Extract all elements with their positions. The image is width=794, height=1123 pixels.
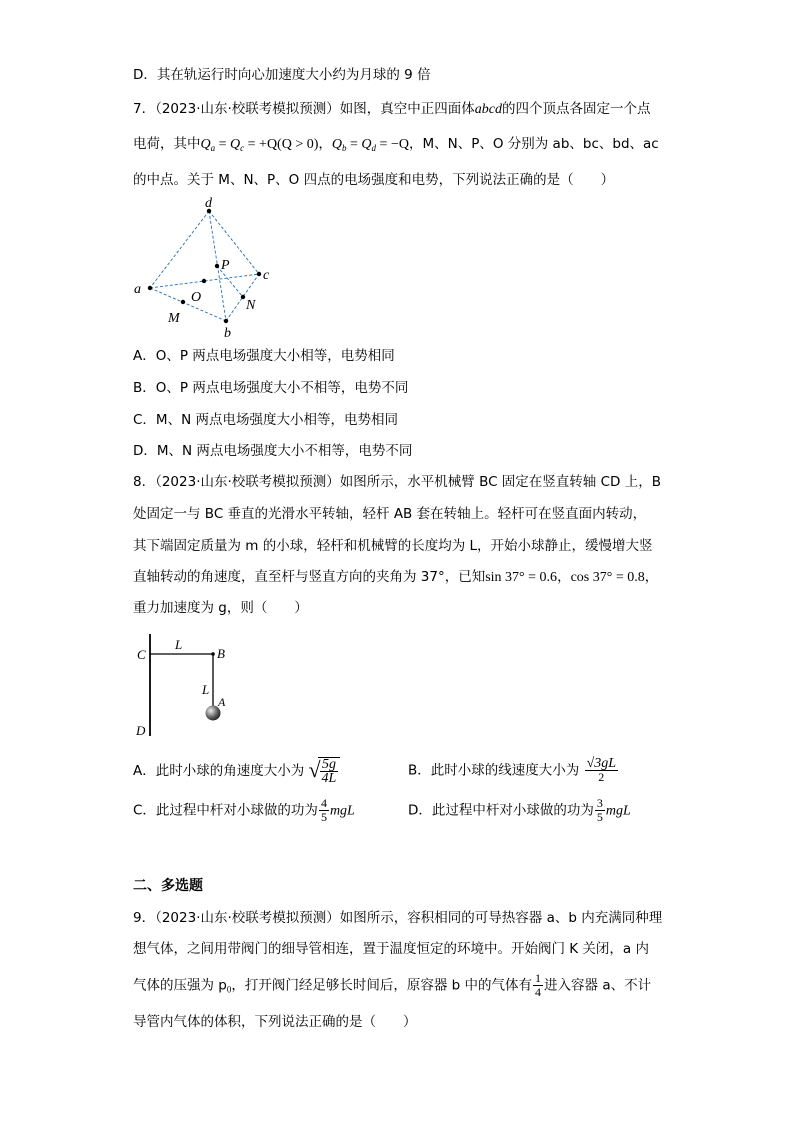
q8-option-d-frac bbox=[595, 797, 605, 824]
q8-option-a-text: A．此时小球的角速度大小为 bbox=[133, 763, 305, 779]
label-p: P bbox=[221, 258, 230, 273]
q9-stem-line2: 想气体，之间用带阀门的细导管相连，置于温度恒定的环境中。开始阀门 K 关闭，a 内 bbox=[133, 941, 649, 957]
q7-eq2: = +Q(Q > 0) bbox=[244, 137, 319, 152]
q8-comma: ， bbox=[557, 569, 571, 585]
point-o bbox=[202, 279, 206, 283]
q8-option-c-num: 4 bbox=[320, 796, 327, 810]
q9-stem-line1: 9．（2023·山东·校联考模拟预测）如图所示，容积相同的可导热容器 a、b 内充满同种理 bbox=[133, 910, 663, 926]
label-c: c bbox=[263, 268, 270, 283]
q8-option-d-text: D．此过程中杆对小球做的功为 bbox=[408, 802, 594, 819]
q8-option-d bbox=[408, 797, 631, 824]
q7-source: （2023·山东·校联考模拟预测） bbox=[155, 101, 340, 117]
point-p bbox=[215, 264, 219, 268]
q8-option-a bbox=[133, 757, 340, 785]
edge-da bbox=[150, 211, 209, 288]
pivot-b bbox=[211, 652, 215, 656]
q8-option-a-num: 5g bbox=[320, 758, 339, 772]
q7-charge-qc: Q bbox=[230, 137, 241, 152]
q7-eq4: = −Q bbox=[376, 137, 409, 152]
q8-stem-line3: 其下端固定质量为 m 的小球，轻杆和机械臂的长度均为 L，开始小球静止，缓慢增大竖 bbox=[133, 538, 653, 554]
q8-option-b bbox=[408, 757, 619, 784]
label-l-rod: L bbox=[202, 682, 210, 697]
q7-charge-qd: Q bbox=[361, 137, 372, 152]
q7-stem-d: ，M、N、P、O 分别为 ab、bc、bd、ac bbox=[408, 136, 659, 152]
q7-option-d: D．M、N 两点电场强度大小不相等，电势不同 bbox=[133, 443, 413, 459]
q6-option-d: D．其在轨运行时向心加速度大小约为月球的 9 倍 bbox=[133, 67, 431, 83]
q8-option-d-den: 5 bbox=[596, 810, 603, 824]
q9-stem-line4: 导管内气体的体积，下列说法正确的是（ ） bbox=[133, 1014, 417, 1030]
label-c: C bbox=[137, 647, 146, 662]
q8-option-c bbox=[133, 797, 355, 824]
q9-frac-num: 1 bbox=[535, 971, 542, 985]
q7-option-b: B．O、P 两点电场强度大小不相等，电势不同 bbox=[133, 380, 409, 396]
label-a: a bbox=[134, 282, 141, 297]
q9-frac-den: 4 bbox=[535, 985, 542, 999]
label-d: d bbox=[205, 196, 212, 211]
label-m: M bbox=[168, 311, 180, 326]
q9-line3a: 气体的压强为 p bbox=[133, 977, 227, 994]
q8-option-b-num: √3gL bbox=[586, 756, 617, 771]
q7-sub-b: b bbox=[342, 143, 347, 153]
q7-option-c: C．M、N 两点电场强度大小相等，电势相同 bbox=[133, 412, 398, 428]
q7-sub-a: a bbox=[210, 143, 216, 153]
q8-line4b: ， bbox=[644, 569, 659, 585]
q8-option-a-sqrt: √ $\frac{5g}{4L}$ bbox=[309, 757, 341, 785]
label-a: A bbox=[218, 695, 226, 709]
label-l-arm: L bbox=[175, 637, 183, 652]
point-c bbox=[257, 272, 261, 276]
q8-arm-figure bbox=[128, 628, 248, 740]
q8-option-a-den: 4L bbox=[321, 771, 337, 786]
q9-fraction bbox=[533, 972, 543, 999]
q8-cos: cos 37° = 0.8 bbox=[570, 570, 645, 585]
point-n bbox=[241, 295, 245, 299]
q7-eq3: = bbox=[346, 137, 362, 152]
q7-sub-c: c bbox=[240, 143, 245, 153]
q7-stem-line3: 的中点。关于 M、N、P、O 四点的电场强度和电势，下列说法正确的是（ ） bbox=[133, 172, 615, 188]
q7-eq1: = bbox=[215, 137, 231, 152]
q7-charge-qb: Q bbox=[331, 137, 343, 152]
q7-stem-b: 的四个顶点各固定一个点 bbox=[502, 101, 651, 117]
q8-stem-line1: 8．（2023·山东·校联考模拟预测）如图所示，水平机械臂 BC 固定在竖直转轴 CD 上，B bbox=[133, 474, 661, 490]
label-b: B bbox=[217, 646, 225, 661]
q9-line3b: ，打开阀门经足够长时间后，原容器 b 中的气体有 bbox=[231, 977, 533, 994]
q9-p0-sub: 0 bbox=[226, 984, 232, 995]
q8-stem-line5: 重力加速度为 g，则（ ） bbox=[133, 600, 308, 616]
point-m bbox=[181, 300, 185, 304]
label-n: N bbox=[246, 298, 256, 313]
q8-option-d-num: 3 bbox=[596, 796, 603, 810]
q7-comma1: ， bbox=[318, 136, 332, 152]
q8-option-c-text: C．此过程中杆对小球做的功为 bbox=[133, 802, 318, 819]
q8-stem-line4 bbox=[133, 567, 658, 588]
label-b: b bbox=[224, 326, 231, 340]
point-b bbox=[224, 319, 228, 323]
q8-option-c-frac bbox=[319, 797, 329, 824]
q7-abcd: abcd bbox=[474, 102, 503, 117]
q8-option-b-text: B．此时小球的线速度大小为 bbox=[408, 762, 580, 779]
q7-stem-line2 bbox=[133, 134, 659, 158]
label-o: O bbox=[191, 290, 202, 305]
q7-tetrahedron-figure bbox=[128, 195, 288, 340]
q7-number: 7． bbox=[133, 101, 156, 117]
q8-stem-line2: 处固定一与 BC 垂直的光滑水平转轴，轻杆 AB 套在转轴上。轻杆可在竖直面内转动， bbox=[133, 506, 647, 522]
q7-charge-qa: Q bbox=[200, 137, 211, 152]
q8-option-d-tail: mgL bbox=[605, 803, 631, 819]
q9-stem-line3 bbox=[133, 972, 651, 1000]
point-a bbox=[148, 286, 152, 290]
q7-stem-c: 电荷，其中 bbox=[133, 136, 201, 152]
q8-line4a: 直轴转动的角速度，直至杆与竖直方向的夹角为 37°，已知 bbox=[133, 569, 486, 585]
q8-option-c-den: 5 bbox=[320, 810, 327, 824]
q8-option-c-tail: mgL bbox=[329, 803, 355, 819]
q8-option-b-den: 2 bbox=[598, 770, 605, 784]
q7-option-a: A．O、P 两点电场强度大小相等，电势相同 bbox=[133, 348, 395, 364]
q8-sin: sin 37° = 0.6 bbox=[485, 570, 558, 585]
label-d: D bbox=[136, 723, 146, 738]
q9-line3c: 进入容器 a、不计 bbox=[544, 977, 652, 994]
section-multiple-choice-title: 二、多选题 bbox=[133, 878, 203, 894]
q7-stem-line1 bbox=[133, 99, 651, 120]
q8-option-b-frac bbox=[585, 757, 618, 784]
q7-sub-d: d bbox=[371, 143, 377, 153]
q7-stem-a: 如图，真空中正四面体 bbox=[339, 101, 475, 117]
edge-ab bbox=[150, 288, 226, 321]
